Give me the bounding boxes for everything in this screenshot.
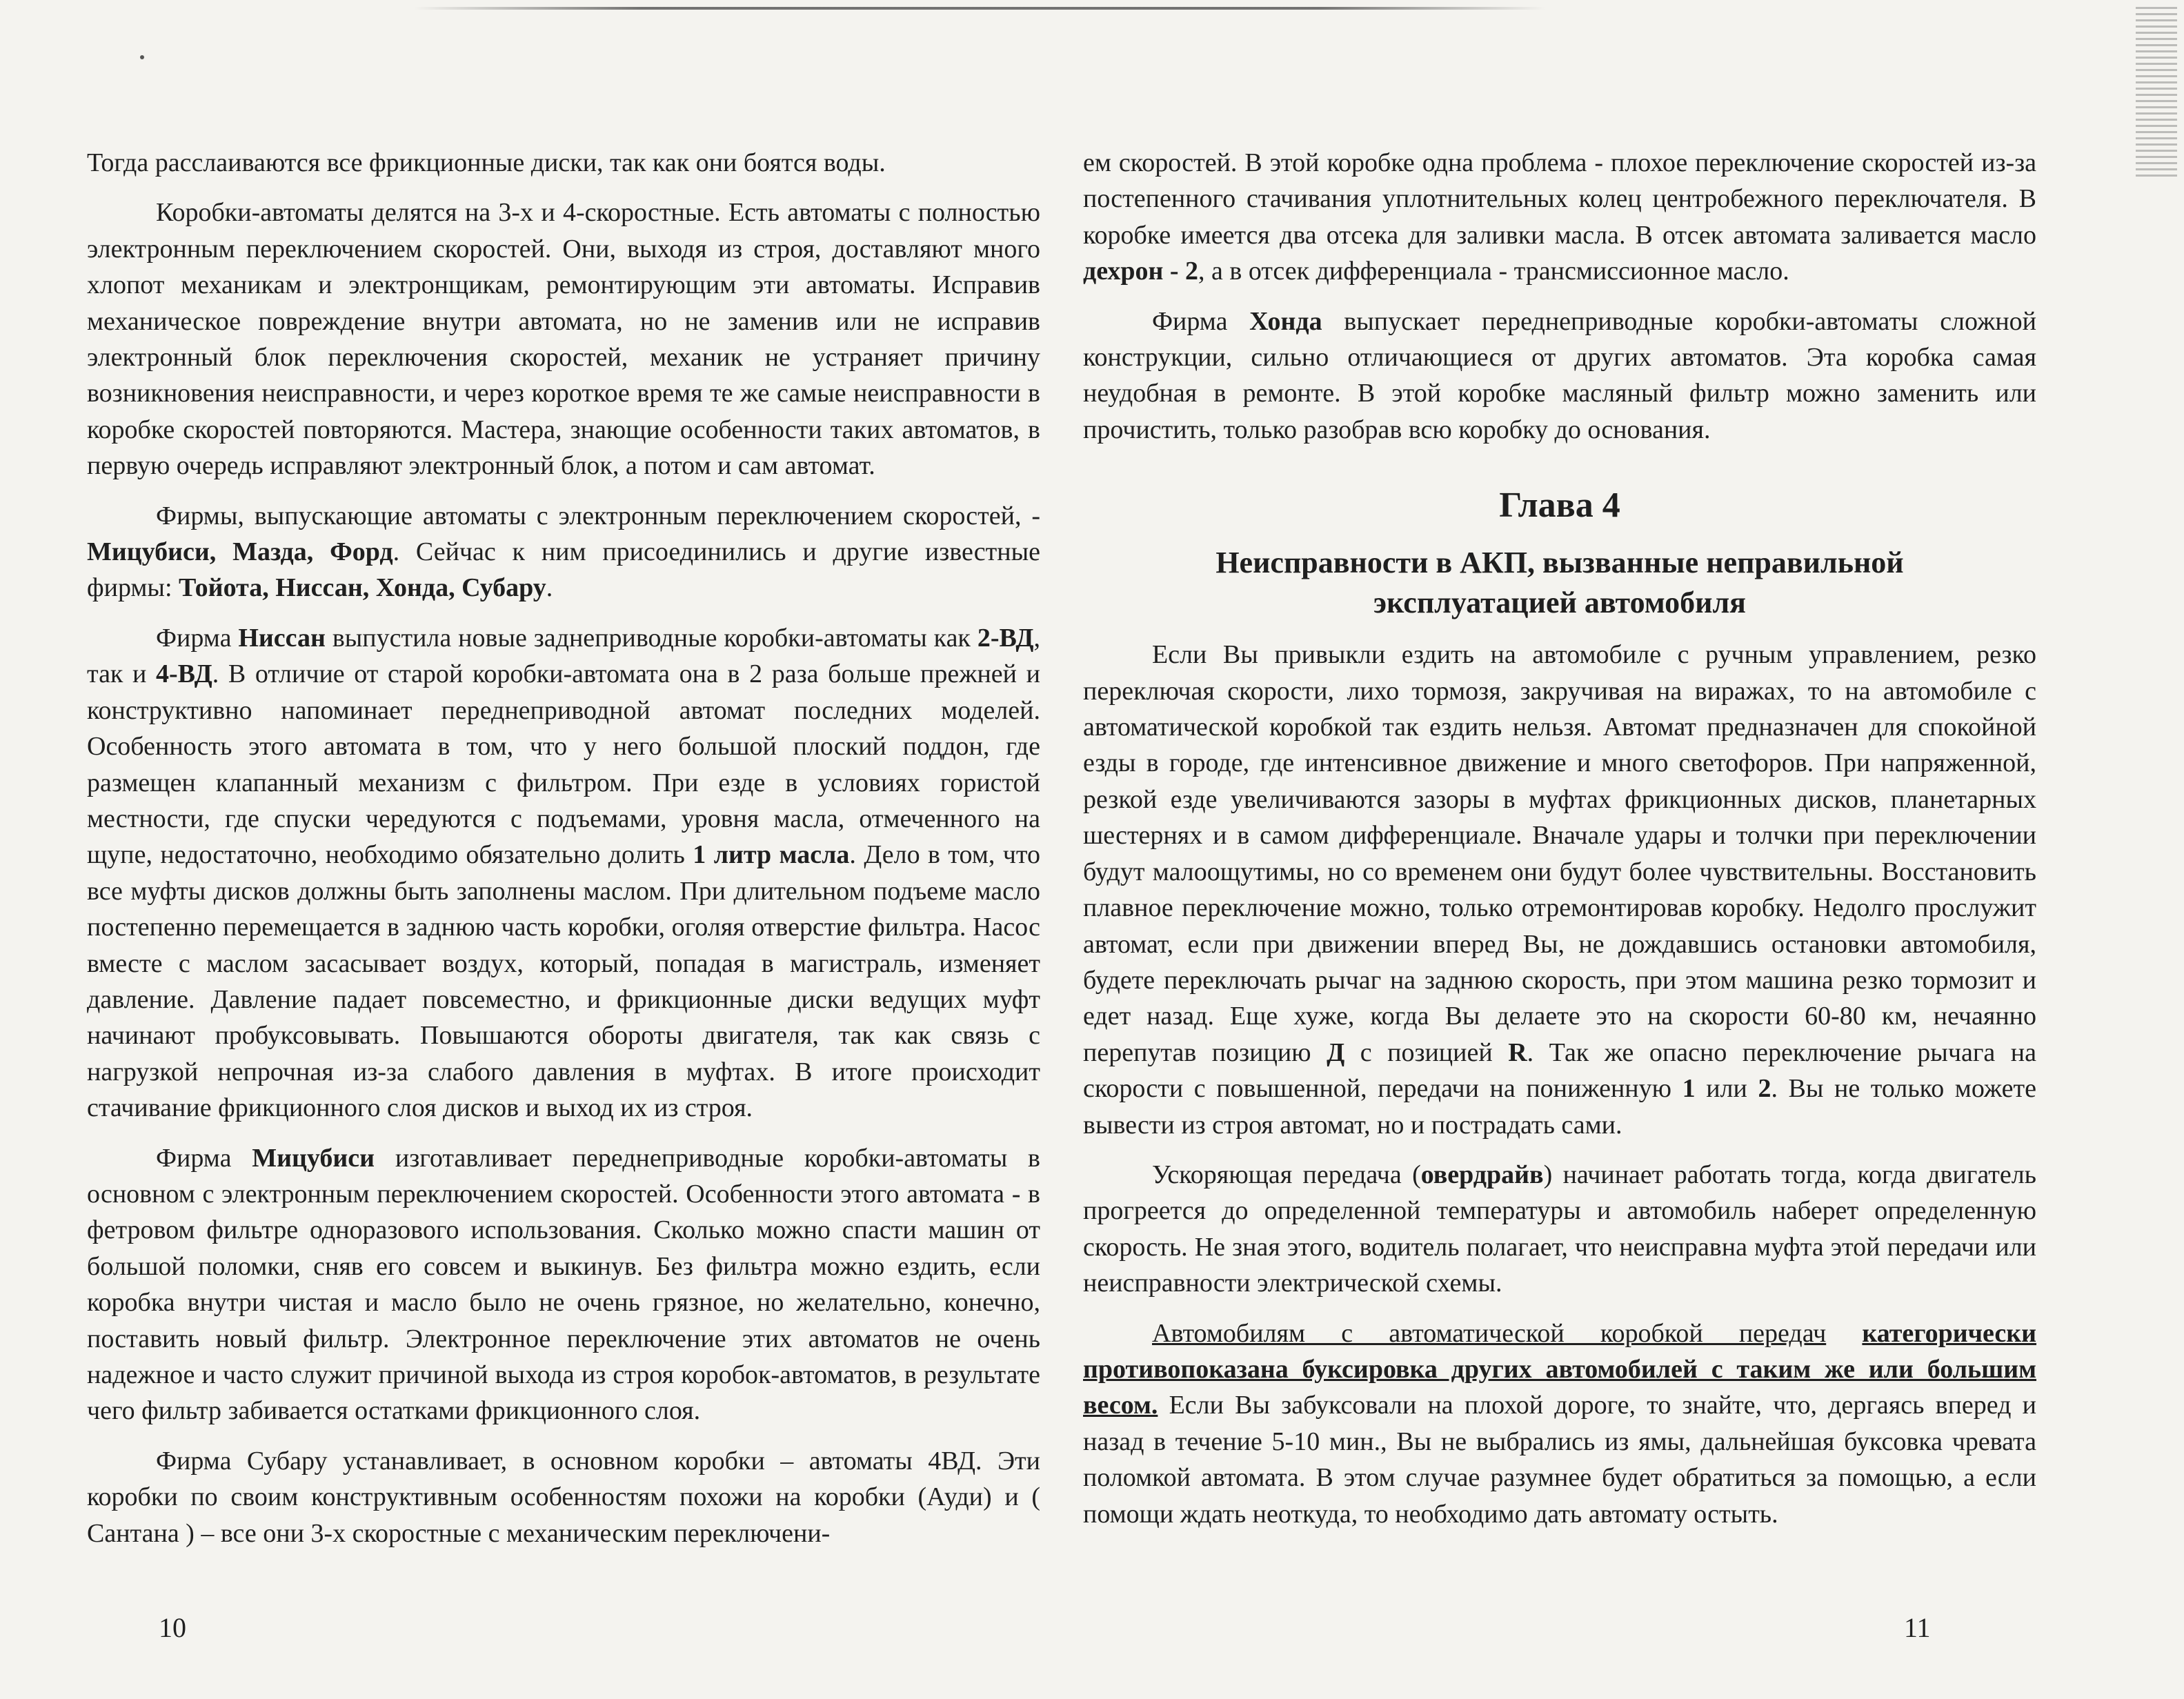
scan-speck [140, 55, 144, 59]
text-run: Если Вы забуксовали на плохой дороге, то знайте, что, дергаясь вперед и назад в течение 5-10 мин., Вы не выбрались из ямы, дальнейшая буксовка чревата поломкой автомата. В этом случае разумнее будет обратиться за помощью, а если помощи ждать неоткуда, то необходимо дать автомату остыть. [1083, 1391, 2036, 1529]
text-run: Фирма [156, 1143, 252, 1173]
scan-edge-line [414, 7, 1545, 10]
bold-run: 1 литр масла [693, 840, 850, 870]
underlined-run: Автомобилям с автоматической коробкой передач [1152, 1318, 1827, 1348]
bold-underlined-run: категорически противопоказана буксировка других автомобилей с таким же или большим весом. [1083, 1318, 2037, 1420]
left-paragraph-3 [87, 498, 1040, 606]
left-paragraph-6: Фирма Субару устанавливает, в основном коробки – автоматы 4ВД. Эти коробки по своим конструктивным особенностям похожи на коробки (Ауди) и ( Сантана ) – все они 3-х скоростные с механическим переключени- [87, 1446, 1040, 1548]
text-run: изготавливает переднеприводные коробки-автоматы в основном с электронным переключением скоростей. Особенности этого автомата - в фетровом фильтре одноразового использования. Сколько можно спасти машин от большой поломки, сняв его совсем и выкинув. Без фильтра можно ездить, если коробка внутри чистая и масло было не очень грязное, но желательно, конечно, поставить новый фильтр. Электронное переключение этих автоматов не очень надежное и часто служит причиной выхода из строя коробок-автоматов, в результате чего фильтр забивается остатками фрикционного слоя. [87, 1143, 1040, 1426]
right-page-text [1083, 145, 2036, 1546]
bold-run: Тойота, Ниссан, Хонда, Субару [179, 573, 546, 603]
text-run: выпускает переднеприводные коробки-автоматы сложной конструкции, сильно отличающиеся от других автоматов. Эта коробка самая неудобная в ремонте. В этой коробке масляный фильтр можно заменить или прочистить, только разобрав всю коробку до основания. [1083, 306, 2036, 444]
left-paragraph-4 [87, 620, 1040, 1126]
text-run: Фирма [156, 623, 239, 653]
left-paragraph-5 [87, 1140, 1040, 1429]
text-run: , а в отсек дифференциала - трансмиссионное масло. [1198, 257, 1789, 286]
chapter-title: Глава 4 [1499, 486, 1620, 526]
text-run: . [546, 573, 553, 603]
bold-run: 2 [1758, 1074, 1771, 1104]
subtitle-line-1: Неисправности в АКП, вызванные неправильной [1215, 546, 1904, 580]
text-run: . Сейчас к ним присоединились и другие известные фирмы: [87, 537, 1040, 603]
bold-run: 2-ВД [977, 623, 1034, 653]
chapter-subtitle [1083, 543, 2036, 623]
bold-run: 4-ВД [156, 659, 212, 689]
text-run: ) начинает работать тогда, когда двигатель прогреется до определенной температуры и автомобиль наберет определенную скорость. Не зная этого, водитель полагает, что неисправна муфта этой передачи или неисправности электрической схемы. [1083, 1160, 2036, 1298]
bold-run: Мицубиси [252, 1143, 375, 1173]
bold-run: овердрайв [1420, 1160, 1544, 1189]
left-paragraph-1: Тогда расслаиваются все фрикционные диски, так как они боятся воды. [87, 148, 886, 177]
text-run: с позицией [1344, 1037, 1509, 1067]
text-run: . Так же опасно переключение рычага на скорости с повышенной, передачи на пониженную [1083, 1037, 2036, 1104]
text-run: ем скоростей. В этой коробке одна проблема - плохое переключение скоростей из-за постепенного стачивания уплотнительных колец центробежного переключателя. В коробке имеется два отсека для заливки масла. В отсек автомата заливается масло [1083, 148, 2036, 250]
bold-run: Хонда [1249, 306, 1322, 336]
page-number-left: 10 [159, 1612, 186, 1643]
text-run: . Дело в том, что все муфты дисков должны быть заполнены маслом. При длительном подъеме масло постепенно перемещается в заднюю часть коробки, оголяя отверстие фильтра. Насос вместе с маслом засасывает воздух, который, попадая в магистраль, изменяет давление. Давление падает повсеместно, и фрикционные диски ведущих муфт начинают пробуксовывать. Повышаются обороты двигателя, так как связь с нагрузкой непрочная из-за слабого давления в муфтах. В итоге происходит стачивание фрикционного слоя дисков и выход их из строя. [87, 840, 1040, 1123]
text-run: . Вы не только можете вывести из строя автомат, но и пострадать сами. [1083, 1074, 2037, 1140]
text-run: или [1695, 1074, 1758, 1104]
text-run: Ускоряющая передача ( [1152, 1160, 1421, 1189]
page-number-right: 11 [1904, 1612, 1931, 1643]
bold-run: R [1508, 1037, 1527, 1067]
right-paragraph-2 [1083, 304, 2036, 448]
bold-run: Д [1327, 1037, 1345, 1067]
bold-run: 1 [1682, 1074, 1696, 1104]
text-run: , так и [87, 623, 1041, 689]
right-paragraph-1 [1083, 145, 2036, 290]
left-page-text [87, 145, 1040, 1565]
subtitle-line-2: эксплуатацией автомобиля [1373, 586, 1746, 620]
text-run: Фирмы, выпускающие автоматы с электронным переключением скоростей, - [156, 501, 1040, 530]
left-paragraph-2: Коробки-автоматы делятся на 3-х и 4-скоростные. Есть автоматы с полностью электронным переключением скоростей. Они, выходя из строя, доставляют много хлопот механикам и электронщикам, ремонтирующим эти автоматы. Исправив механическое повреждение внутри автомата, но не заменив или не исправив электронный блок переключения скоростей, механик не устраняет причину возникновения неисправности, и через короткое время те же самые неисправности в коробке скоростей повторяются. Мастера, знающие особенности таких автоматов, в первую очередь исправляют электронный блок, а потом и сам автомат. [87, 198, 1040, 481]
text-run: . В отличие от старой коробки-автомата она в 2 раза больше прежней и конструктивно напоминает переднеприводной автомат последних моделей. Особенность этого автомата в том, что у него большой плоский поддон, где размещен клапанный механизм с фильтром. При езде в условиях гористой местности, где спуски чередуются с подъемами, уровня масла, отмеченного на щупе, недостаточно, необходимо обязательно долить [87, 659, 1040, 870]
right-paragraph-4 [1083, 1157, 2036, 1302]
bold-run: Ниссан [238, 623, 326, 653]
bold-run: дехрон - 2 [1083, 257, 1199, 286]
text-run: Если Вы привыкли ездить на автомобиле с ручным управлением, резко переключая скорости, лихо тормозя, закручивая на виражах, то на автомобиле с автоматической коробкой так ездить нельзя. Автомат предназначен для спокойной езды в городе, где интенсивное движение и много светофоров. При напряженной, резкой езде увеличиваются зазоры в муфтах фрикционных дисков, планетарных шестернях и в самом дифференциале. Вначале удары и толчки при переключении будут малоощутимы, но со временем они будут более чувствительны. Восстановить плавное переключение можно, только отремонтировав коробку. Недолго прослужит автомат, если при движении вперед Вы, не дождавшись остановки автомобиля, будете переключать рычаг на заднюю скорость, при этом машина резко тормозит и едет назад. Еще хуже, когда Вы делаете это на скорости 60-80 км, нечаянно перепутав позицию [1083, 640, 2036, 1067]
text-run: выпустила новые заднеприводные коробки-автоматы как [325, 623, 977, 653]
right-paragraph-5 [1083, 1315, 2036, 1532]
bold-run: Мицубиси, Мазда, Форд [87, 537, 393, 567]
text-run: Фирма [1152, 306, 1250, 336]
right-paragraph-3 [1083, 637, 2036, 1143]
text-run [1826, 1319, 1862, 1348]
scan-edge-artifact [2136, 7, 2177, 179]
